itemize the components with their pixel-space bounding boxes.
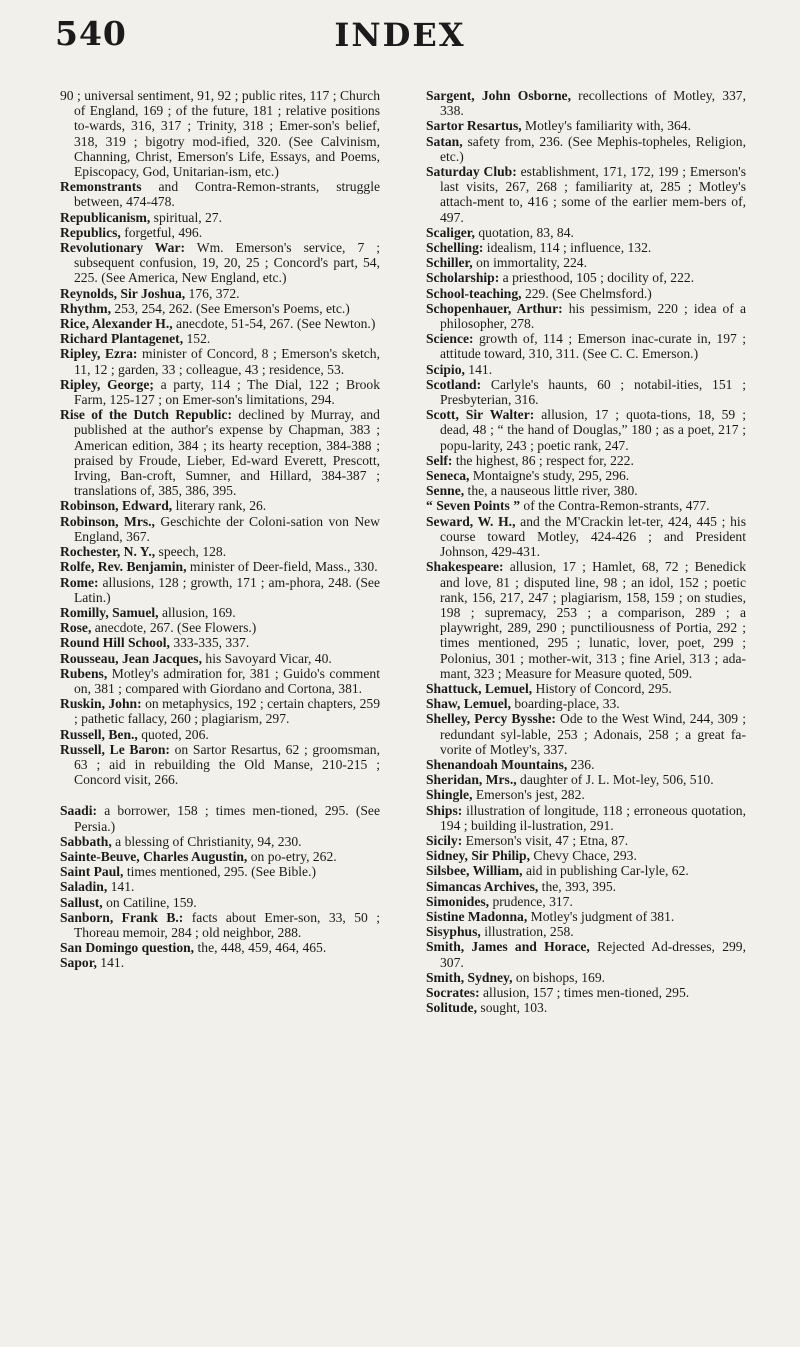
entry-text: anecdote, 51-54, 267. (See Newton.) xyxy=(172,316,376,332)
entry-text: 236. xyxy=(567,756,595,772)
entry-text: Wm. Emerson's service, 7 ; subsequent confusion, 19, 20, 25 ; Concord's part, 54, 225. (See America, New England, etc.) xyxy=(74,240,380,286)
entry-heading: Shattuck, Lemuel, xyxy=(426,680,533,696)
entry-text: 253, 254, 262. (See Emerson's Poems, etc.) xyxy=(110,300,350,316)
entry-heading: Saladin, xyxy=(60,879,108,895)
index-entry xyxy=(426,270,746,285)
entry-text: and Contra-Remon-strants, struggle between, 474-478. xyxy=(74,179,380,210)
index-entry xyxy=(426,848,746,863)
index-entry xyxy=(60,225,380,240)
entry-text: on metaphysics, 192 ; certain chapters, 259 ; pathetic fallacy, 260 ; plagiarism, 297. xyxy=(74,696,381,727)
entry-heading: Scipio, xyxy=(426,361,465,377)
entry-text: Chevy Chace, 293. xyxy=(530,848,637,864)
entry-text: his Savoyard Vicar, 40. xyxy=(202,650,332,666)
entry-heading: Rubens, xyxy=(60,665,108,681)
entry-heading: Saturday Club: xyxy=(426,164,517,180)
entry-heading: Ripley, Ezra: xyxy=(60,346,138,362)
entry-heading: Rhythm, xyxy=(60,300,111,316)
index-entry xyxy=(60,834,380,849)
entry-heading: Shelley, Percy Bysshe: xyxy=(426,711,556,727)
entry-text: facts about Emer-son, 33, 50 ; Thoreau memoir, 284 ; old neighbor, 288. xyxy=(74,909,381,940)
entry-heading: Satan, xyxy=(426,133,463,149)
index-entry xyxy=(60,696,380,726)
entry-heading: Seward, W. H., xyxy=(426,513,516,529)
entry-text: a blessing of Christianity, 94, 230. xyxy=(111,833,302,849)
entry-text: History of Concord, 295. xyxy=(532,680,672,696)
entry-heading: Socrates: xyxy=(426,984,480,1000)
entry-heading: Shakespeare: xyxy=(426,559,504,575)
entry-text: on Sartor Resartus, 62 ; groomsman, 63 ; aid in rebuilding the Old Manse, 210-215 ; Concord visit, 266. xyxy=(74,741,380,788)
entry-text: allusion, 17 ; quota-tions, 18, 59 ; dead, 48 ; “ the hand of Douglas,” 180 ; as a poet, 217 ; popu-larity, 243 ; poetic rank, 247. xyxy=(440,407,746,453)
entry-text: anecdote, 267. (See Flowers.) xyxy=(91,620,257,636)
index-columns xyxy=(60,88,746,1015)
entry-heading: Schelling: xyxy=(426,240,484,256)
entry-heading: Romilly, Samuel, xyxy=(60,604,159,620)
entry-heading: Rolfe, Rev. Benjamin, xyxy=(60,559,187,575)
index-entry xyxy=(426,985,746,1000)
entry-text: 141. xyxy=(107,879,135,895)
index-entry xyxy=(426,757,746,772)
entry-text: and the M'Crackin let-ter, 424, 445 ; his course toward Motley, 424-426 ; and President Johnson, 429-431. xyxy=(440,513,746,560)
index-entry xyxy=(426,331,746,361)
entry-heading: Rousseau, Jean Jacques, xyxy=(60,650,202,666)
entry-text: sought, 103. xyxy=(477,1000,548,1016)
entry-text: his pessimism, 220 ; idea of a philosopher, 278. xyxy=(440,300,746,332)
entry-text: Carlyle's haunts, 60 ; notabil-ities, 151 ; Presbyterian, 316. xyxy=(440,376,746,408)
entry-heading: Shingle, xyxy=(426,787,473,803)
entry-heading: Sicily: xyxy=(426,832,463,848)
entry-heading: Solitude, xyxy=(426,1000,477,1016)
entry-heading: Self: xyxy=(426,452,453,468)
index-entry xyxy=(426,377,746,407)
index-entry xyxy=(60,635,380,650)
index-entry xyxy=(60,377,380,407)
entry-text: forgetful, 496. xyxy=(120,224,203,240)
index-entry xyxy=(426,787,746,802)
entry-text: on immortality, 224. xyxy=(472,255,587,271)
entry-heading: Saadi: xyxy=(60,803,98,819)
entry-heading: Sisyphus, xyxy=(426,924,481,940)
right-column xyxy=(426,88,746,1015)
index-entry xyxy=(426,772,746,787)
index-entry xyxy=(60,910,380,940)
index-entry xyxy=(60,316,380,331)
index-entry xyxy=(60,407,380,498)
entry-heading: Science: xyxy=(426,331,474,347)
entry-heading: Ruskin, John: xyxy=(60,696,142,712)
entry-text: allusion, 169. xyxy=(158,604,236,620)
index-entry xyxy=(60,210,380,225)
entry-heading: Robinson, Mrs., xyxy=(60,513,155,529)
entry-heading: Sabbath, xyxy=(60,833,112,849)
left-column xyxy=(60,88,380,1015)
index-entry xyxy=(426,514,746,560)
entry-text: times mentioned, 295. (See Bible.) xyxy=(123,864,317,880)
entry-text: establishment, 171, 172, 199 ; Emerson's last visits, 267, 268 ; familiarity at, 285 ; Motley's attach-ment to, 416 ; some of the earlier mem-bers of, 497. xyxy=(440,164,746,225)
entry-text: the, a nauseous little river, 380. xyxy=(464,483,638,499)
entry-heading: Seneca, xyxy=(426,468,470,484)
entry-text: quotation, 83, 84. xyxy=(474,224,574,240)
index-entry xyxy=(426,453,746,468)
entry-heading: Smith, James and Horace, xyxy=(426,939,590,955)
index-entry xyxy=(60,940,380,955)
index-entry xyxy=(60,346,380,376)
entry-heading: Scotland: xyxy=(426,376,482,392)
entry-text: spiritual, 27. xyxy=(150,209,223,225)
index-entry xyxy=(60,240,380,286)
entry-heading: Simancas Archives, xyxy=(426,878,539,894)
index-entry xyxy=(426,939,746,969)
entry-text: Emerson's visit, 47 ; Etna, 87. xyxy=(462,832,629,848)
index-entry xyxy=(60,331,380,346)
entry-text: minister of Concord, 8 ; Emerson's sketch, 11, 12 ; garden, 33 ; colleague, 43 ; residence, 53. xyxy=(74,346,381,377)
index-entry xyxy=(60,301,380,316)
index-entry xyxy=(426,255,746,270)
entry-heading: Rise of the Dutch Republic: xyxy=(60,407,232,423)
index-entry xyxy=(60,955,380,970)
entry-text: Motley's familiarity with, 364. xyxy=(521,118,691,134)
entry-text: Emerson's jest, 282. xyxy=(472,787,585,803)
entry-heading: Russell, Le Baron: xyxy=(60,741,170,757)
index-entry xyxy=(60,742,380,788)
entry-heading: Remonstrants xyxy=(60,179,142,195)
index-entry xyxy=(60,514,380,544)
entry-text: aid in publishing Car-lyle, 62. xyxy=(522,863,689,879)
entry-text: boarding-place, 33. xyxy=(510,696,620,712)
index-entry xyxy=(426,225,746,240)
index-entry xyxy=(426,498,746,513)
entry-text: the, 448, 459, 464, 465. xyxy=(194,940,327,956)
entry-heading: Round Hill School, xyxy=(60,635,170,651)
index-entry xyxy=(426,362,746,377)
entry-heading: Revolutionary War: xyxy=(60,240,186,256)
index-entry xyxy=(60,864,380,879)
entry-heading: San Domingo question, xyxy=(60,940,195,956)
entry-text: literary rank, 26. xyxy=(172,498,267,514)
index-entry xyxy=(426,909,746,924)
entry-text: 333-335, 337. xyxy=(169,635,250,651)
entry-text: 90 ; universal sentiment, 91, 92 ; public rites, 117 ; Church of England, 169 ; of the future, 181 ; relative positions to-wards, 316, 317 ; Trinity, 318 ; Emer-son's belief, 318, 319 ; bigotry mod-ified, 320. (See Calvinism, Channing, Christ, Emerson's Life, Essays, and Poems, Episcopacy, God, Unitarian-ism, etc.) xyxy=(60,88,380,180)
entry-text: 229. (See Chelmsford.) xyxy=(521,285,652,301)
entry-heading: Sainte-Beuve, Charles Augustin, xyxy=(60,848,248,864)
entry-text: on bishops, 169. xyxy=(512,969,606,985)
index-entry xyxy=(426,803,746,833)
entry-heading: Scott, Sir Walter: xyxy=(426,407,535,423)
index-entry xyxy=(426,833,746,848)
entry-heading: Sheridan, Mrs., xyxy=(426,772,517,788)
entry-heading: Sanborn, Frank B.: xyxy=(60,909,184,925)
entry-heading: Russell, Ben., xyxy=(60,726,138,742)
entry-text: recollections of Motley, 337, 338. xyxy=(440,88,746,119)
index-entry xyxy=(426,894,746,909)
entry-heading: Republicanism, xyxy=(60,209,151,225)
entry-text: the, 393, 395. xyxy=(538,878,617,894)
entry-text: Montaigne's study, 295, 296. xyxy=(469,468,630,484)
entry-text: illustration, 258. xyxy=(480,924,574,940)
index-entry xyxy=(60,727,380,742)
entry-text: a borrower, 158 ; times men-tioned, 295. (See Persia.) xyxy=(74,803,380,834)
index-entry xyxy=(60,895,380,910)
entry-heading: “ Seven Points ” xyxy=(426,498,521,514)
entry-text: on Catiline, 159. xyxy=(102,894,197,910)
index-entry xyxy=(426,134,746,164)
entry-heading: Republics, xyxy=(60,224,121,240)
entry-text: declined by Murray, and published at the author's expense by Chapman, 383 ; American edition, 384 ; its hearty reception, 384-388 ; praised by Froude, Lieber, Ed-ward Everett, Prescott, Irving, Ban-croft, Sumner, and Hillard, 384-387 ; translations of, 385, 386, 395. xyxy=(74,407,380,499)
index-entry xyxy=(426,468,746,483)
entry-text: Geschichte der Coloni-sation von New England, 367. xyxy=(74,513,380,544)
entry-text: 152. xyxy=(183,331,211,347)
entry-heading: Schopenhauer, Arthur: xyxy=(426,300,563,316)
entry-text: a priesthood, 105 ; docility of, 222. xyxy=(499,270,695,286)
page-number: 540 xyxy=(55,14,127,53)
index-entry xyxy=(60,544,380,559)
entry-text: allusion, 17 ; Hamlet, 68, 72 ; Benedick and love, 81 ; disputed line, 98 ; an idol, 152 ; poetic rank, 156, 217, 247 ; plagiarism, 158, 159 ; on studies, 198 ; supremacy, 253 ; a comparison, 289 ; a playwright, 289, 290 ; punctiliousness of Portia, 292 ; times mentioned, 295 ; lunatic, lover, poet, 299 ; Polonius, 301 ; mother-wit, 313 ; fine Ariel, 313 ; ada-mant, 323 ; Measure for Measure quoted, 509. xyxy=(440,559,746,681)
index-entry xyxy=(426,681,746,696)
index-entry xyxy=(426,407,746,453)
entry-heading: Sallust, xyxy=(60,894,103,910)
index-entry xyxy=(60,498,380,513)
entry-heading: Sartor Resartus, xyxy=(426,118,522,134)
entry-text: Motley's judgment of 381. xyxy=(527,908,675,924)
entry-text: daughter of J. L. Mot-ley, 506, 510. xyxy=(516,772,714,788)
entry-text: Motley's admiration for, 381 ; Guido's comment on, 381 ; compared with Giordano and Cortona, 381. xyxy=(74,665,380,696)
index-entry xyxy=(60,879,380,894)
entry-heading: Smith, Sydney, xyxy=(426,969,513,985)
entry-text: safety from, 236. (See Mephis-topheles, Religion, etc.) xyxy=(440,133,746,164)
entry-heading: Sargent, John Osborne, xyxy=(426,88,571,103)
entry-text: minister of Deer-field, Mass., 330. xyxy=(186,559,378,575)
index-entry xyxy=(60,559,380,574)
index-entry xyxy=(60,849,380,864)
entry-heading: Ripley, George; xyxy=(60,376,154,392)
index-entry xyxy=(426,164,746,225)
entry-heading: Scholarship: xyxy=(426,270,500,286)
page-header xyxy=(0,0,800,56)
entry-heading: Shenandoah Mountains, xyxy=(426,756,568,772)
entry-heading: Rochester, N. Y., xyxy=(60,544,156,560)
index-entry xyxy=(60,575,380,605)
index-entry xyxy=(60,605,380,620)
entry-heading: Reynolds, Sir Joshua, xyxy=(60,285,186,301)
index-entry xyxy=(426,118,746,133)
index-entry xyxy=(426,711,746,757)
entry-text: the highest, 86 ; respect for, 222. xyxy=(452,452,634,468)
index-entry xyxy=(426,970,746,985)
index-entry xyxy=(426,863,746,878)
index-entry xyxy=(426,1000,746,1015)
entry-heading: Rice, Alexander H., xyxy=(60,316,173,332)
entry-text: on po-etry, 262. xyxy=(247,848,337,864)
entry-heading: Simonides, xyxy=(426,893,490,909)
entry-text: 141. xyxy=(464,361,493,377)
entry-heading: Senne, xyxy=(426,483,465,499)
entry-text: of the Contra-Remon-strants, 477. xyxy=(520,498,710,514)
entry-text: illustration of longitude, 118 ; erroneous quotation, 194 ; building il-lustration, 291. xyxy=(440,802,746,833)
index-entry xyxy=(426,924,746,939)
entry-text: a party, 114 ; The Dial, 122 ; Brook Farm, 125-127 ; on Emer-son's limitations, 294. xyxy=(74,376,380,408)
entry-text: quoted, 206. xyxy=(137,726,209,742)
entry-heading: Richard Plantagenet, xyxy=(60,331,184,347)
entry-heading: Rome: xyxy=(60,574,99,590)
index-entry xyxy=(60,620,380,635)
index-entry xyxy=(426,286,746,301)
entry-heading: Sapor, xyxy=(60,955,97,971)
entry-text: Ode to the West Wind, 244, 309 ; redundant syl-lable, 253 ; Adonais, 258 ; a great fa-vorite of Motley's, 337. xyxy=(440,711,746,757)
entry-heading: School-teaching, xyxy=(426,285,522,301)
index-entry xyxy=(60,88,380,179)
entry-heading: Shaw, Lemuel, xyxy=(426,696,511,712)
entry-heading: Ships: xyxy=(426,802,463,818)
entry-text: 141. xyxy=(96,955,125,971)
entry-text: speech, 128. xyxy=(155,544,227,560)
index-entry xyxy=(426,301,746,331)
entry-text: prudence, 317. xyxy=(489,893,573,909)
index-entry xyxy=(426,483,746,498)
index-entry xyxy=(60,803,380,833)
index-entry xyxy=(426,696,746,711)
index-entry xyxy=(60,666,380,696)
entry-heading: Sidney, Sir Philip, xyxy=(426,848,531,864)
index-entry xyxy=(60,286,380,301)
index-entry xyxy=(60,651,380,666)
entry-text: allusion, 157 ; times men-tioned, 295. xyxy=(479,984,690,1000)
entry-heading: Rose, xyxy=(60,620,92,636)
running-head: INDEX xyxy=(334,16,466,54)
entry-heading: Schiller, xyxy=(426,255,473,271)
entry-text: idealism, 114 ; influence, 132. xyxy=(483,240,652,256)
entry-heading: Silsbee, William, xyxy=(426,863,523,879)
entry-text: growth of, 114 ; Emerson inac-curate in, 197 ; attitude toward, 310, 311. (See C. C. Emerson.) xyxy=(440,331,746,362)
entry-heading: Saint Paul, xyxy=(60,864,124,880)
entry-heading: Scaliger, xyxy=(426,224,475,240)
index-entry xyxy=(426,88,746,118)
index-entry xyxy=(426,879,746,894)
entry-heading: Robinson, Edward, xyxy=(60,498,173,514)
index-entry xyxy=(426,240,746,255)
entry-text: Rejected Ad-dresses, 299, 307. xyxy=(440,939,746,970)
entry-heading: Sistine Madonna, xyxy=(426,908,528,924)
entry-text: 176, 372. xyxy=(185,285,240,301)
entry-text: allusions, 128 ; growth, 171 ; am-phora, 248. (See Latin.) xyxy=(74,574,380,605)
index-entry xyxy=(60,179,380,209)
index-entry xyxy=(426,559,746,681)
